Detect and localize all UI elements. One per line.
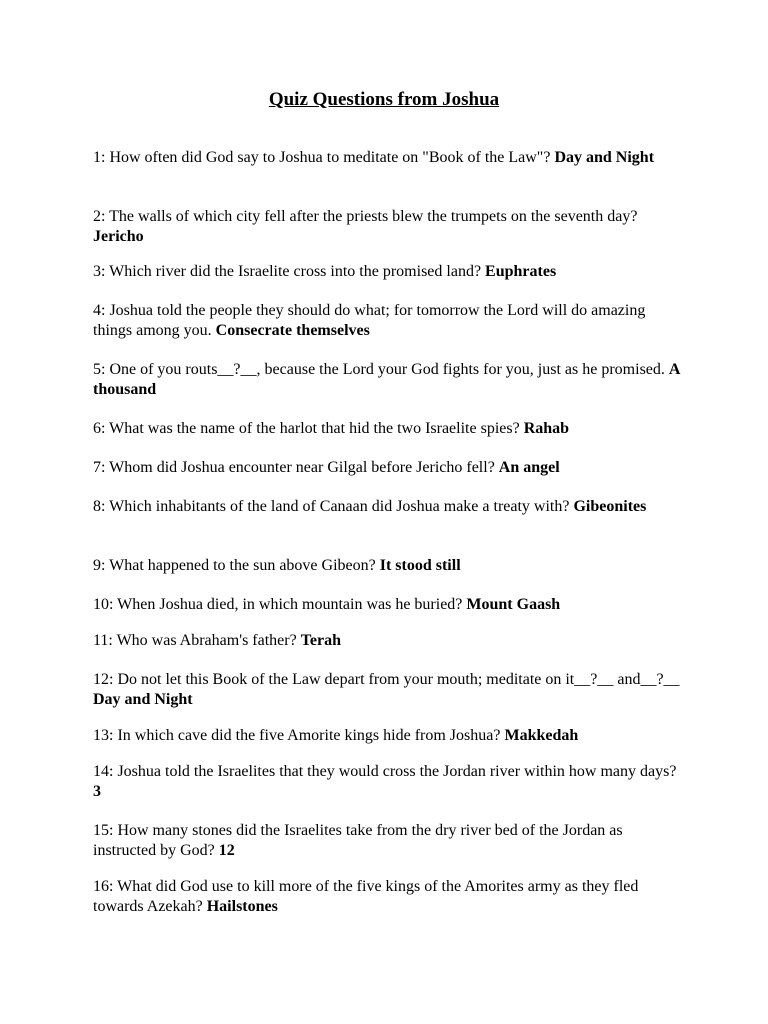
answer-text: Mount Gaash — [466, 596, 561, 613]
question-9 — [93, 556, 683, 576]
question-14 — [93, 762, 683, 802]
question-1 — [93, 148, 683, 168]
answer-text: Day and Night — [93, 691, 193, 708]
answer-text: 3 — [93, 783, 101, 800]
question-11 — [93, 631, 683, 651]
question-4 — [93, 301, 683, 341]
question-15 — [93, 821, 683, 861]
question-text: 7: Whom did Joshua encounter near Gilgal before Jericho fell? — [93, 459, 495, 476]
question-text: 13: In which cave did the five Amorite kings hide from Joshua? — [93, 727, 501, 744]
question-13 — [93, 726, 683, 746]
question-12 — [93, 670, 683, 710]
question-text: 16: What did God use to kill more of the five kings of the Amorites army as they fled towards Azekah? — [93, 878, 639, 915]
question-3 — [93, 262, 683, 282]
answer-text: Hailstones — [206, 898, 278, 915]
question-text: 6: What was the name of the harlot that hid the two Israelite spies? — [93, 420, 520, 437]
question-text: 2: The walls of which city fell after the priests blew the trumpets on the seventh day? — [93, 208, 638, 225]
question-text: 12: Do not let this Book of the Law depart from your mouth; meditate on it__?__ and__?__ — [93, 671, 680, 688]
page-title: Quiz Questions from Joshua — [268, 89, 500, 110]
question-6 — [93, 419, 683, 439]
answer-text: An angel — [498, 459, 560, 476]
question-text: 15: How many stones did the Israelites take from the dry river bed of the Jordan as instructed by God? — [93, 822, 623, 859]
question-text: 4: Joshua told the people they should do what; for tomorrow the Lord will do amazing things among you. — [93, 302, 646, 339]
question-10 — [93, 595, 683, 615]
question-7 — [93, 458, 683, 478]
question-text: 9: What happened to the sun above Gibeon? — [93, 557, 376, 574]
question-text: 3: Which river did the Israelite cross into the promised land? — [93, 263, 482, 280]
question-text: 11: Who was Abraham's father? — [93, 632, 297, 649]
answer-text: Euphrates — [485, 263, 557, 280]
answer-text: A thousand — [93, 361, 680, 398]
question-16 — [93, 877, 683, 917]
answer-text: Rahab — [523, 420, 570, 437]
answer-text: Jericho — [93, 228, 144, 245]
answer-text: Gibeonites — [573, 498, 647, 515]
question-8 — [93, 497, 683, 517]
question-text: 14: Joshua told the Israelites that they would cross the Jordan river within how many days? — [93, 763, 677, 780]
answer-text: 12 — [218, 842, 235, 859]
answer-text: Day and Night — [554, 149, 655, 166]
answer-text: It stood still — [379, 557, 461, 574]
question-text: 5: One of you routs__?__, because the Lord your God fights for you, just as he promised. — [93, 361, 665, 378]
answer-text: Makkedah — [504, 727, 579, 744]
question-text: 8: Which inhabitants of the land of Canaan did Joshua make a treaty with? — [93, 498, 570, 515]
answer-text: Terah — [300, 632, 342, 649]
question-text: 10: When Joshua died, in which mountain was he buried? — [93, 596, 463, 613]
question-5 — [93, 360, 683, 400]
answer-text: Consecrate themselves — [215, 322, 370, 339]
question-2 — [93, 207, 683, 247]
question-text: 1: How often did God say to Joshua to meditate on "Book of the Law"? — [93, 149, 551, 166]
